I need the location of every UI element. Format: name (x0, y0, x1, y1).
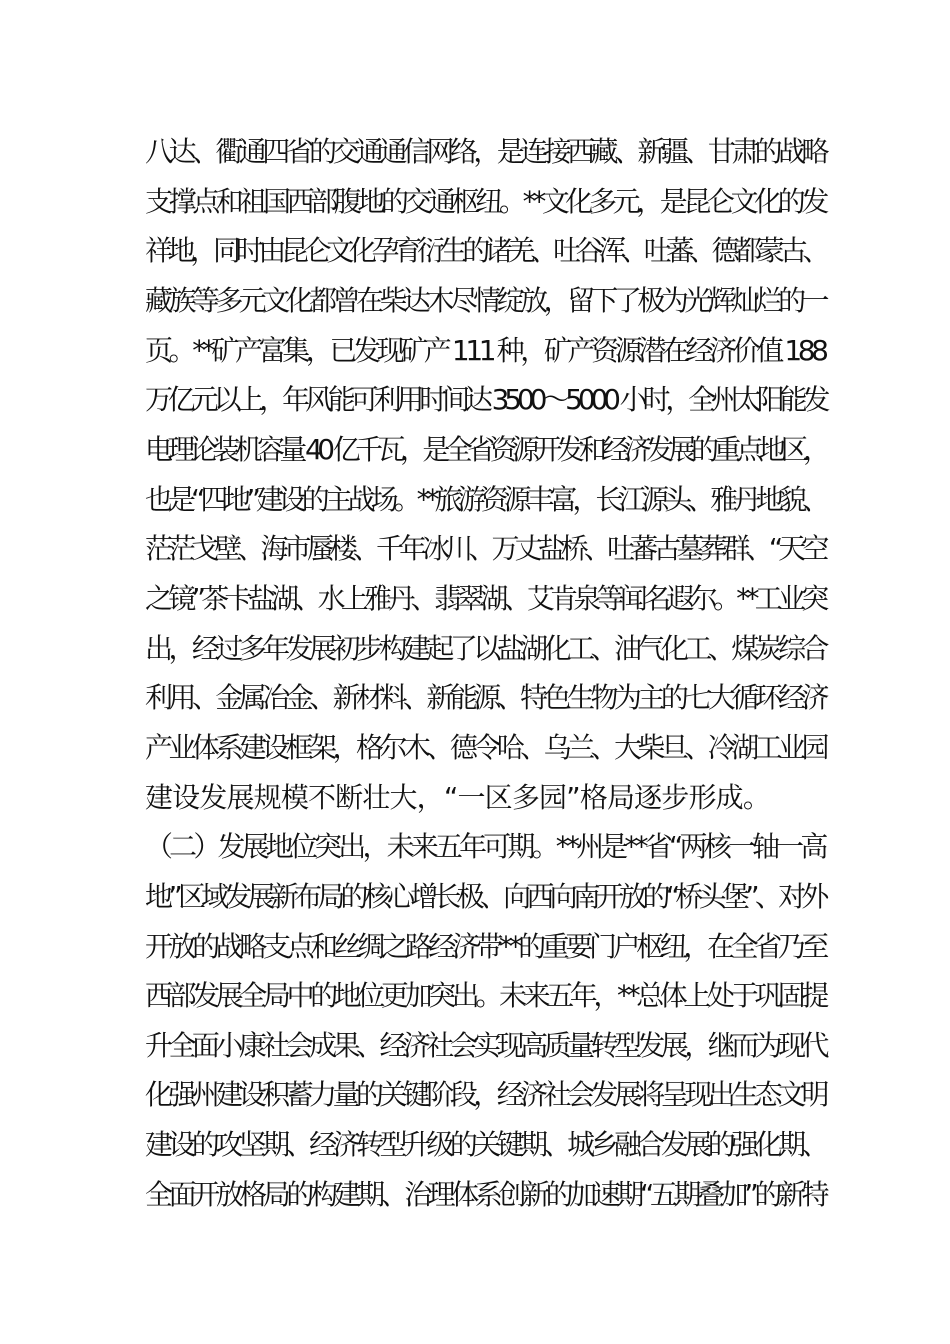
text-line: 之镜”茶卡盐湖、水上雅丹、翡翠湖、艾肯泉等闻名遐尔。**工业突 (145, 581, 825, 615)
text-line: 藏族等多元文化都曾在柴达木尽情绽放，留下了极为光辉灿烂的一 (145, 283, 826, 317)
text-line: 全面开放格局的构建期、治理体系创新的加速期“五期叠加”的新特 (145, 1177, 826, 1211)
text-line: 页。**矿产富集，已发现矿产 111 种，矿产资源潜在经济价值 188 (145, 333, 825, 367)
text-line: 出，经过多年发展初步构建起了以盐湖化工、油气化工、煤炭综合 (145, 631, 826, 665)
text-line: 支撑点和祖国西部腹地的交通枢纽。**文化多元，是昆仑文化的发 (145, 184, 826, 218)
text-line: 也是“四地”建设的主战场。**旅游资源丰富，长江源头、雅丹地貌、 (145, 482, 826, 516)
text-line: 西部发展全局中的地位更加突出。未来五年，**总体上处于巩固提 (145, 979, 826, 1013)
text-line: 八达、衢通四省的交通通信网络，是连接西藏、新疆、甘肃的战略 (145, 135, 826, 168)
text-line: （二）发展地位突出，未来五年可期。**州是**省“两核一轴一高 (145, 830, 825, 864)
text-line: 祥地，同时由昆仑文化孕育衍生的诸羌、吐谷浑、吐蕃、德都蒙古、 (145, 234, 826, 268)
text-line: 地”区域发展新布局的核心增长极、向西向南开放的“桥头堡”、对外 (145, 879, 825, 913)
text-line: 化强州建设积蓄力量的关键阶段，经济社会发展将呈现出生态文明 (145, 1078, 826, 1112)
text-line: 万亿元以上，年风能可利用时间达 3500～5000 小时，全州太阳能发 (145, 383, 826, 417)
text-line: 建设的攻坚期、经济转型升级的关键期、城乡融合发展的强化期、 (145, 1128, 826, 1162)
text-line: 产业体系建设框架，格尔木、德令哈、乌兰、大柴旦、冷湖工业园 (145, 730, 826, 764)
text-line: 电理论装机容量 40 亿千瓦，是全省资源开发和经济发展的重点地区， (145, 432, 826, 466)
text-line: 利用、金属冶金、新材料、新能源、特色生物为主的七大循环经济 (145, 681, 826, 715)
text-line: 升全面小康社会成果、经济社会实现高质量转型发展，继而为现代 (145, 1028, 826, 1062)
body-text (145, 132, 845, 1224)
text-line: 茫茫戈壁、海市蜃楼、千年冰川、万丈盐桥、吐蕃古墓葬群、“天空 (145, 532, 825, 566)
text-line: 开放的战略支点和丝绸之路经济带**的重要门户枢纽，在全省乃至 (145, 929, 826, 963)
text-line: 建设发展规模不断壮大，“一区多园”格局逐步形成。 (145, 780, 771, 814)
